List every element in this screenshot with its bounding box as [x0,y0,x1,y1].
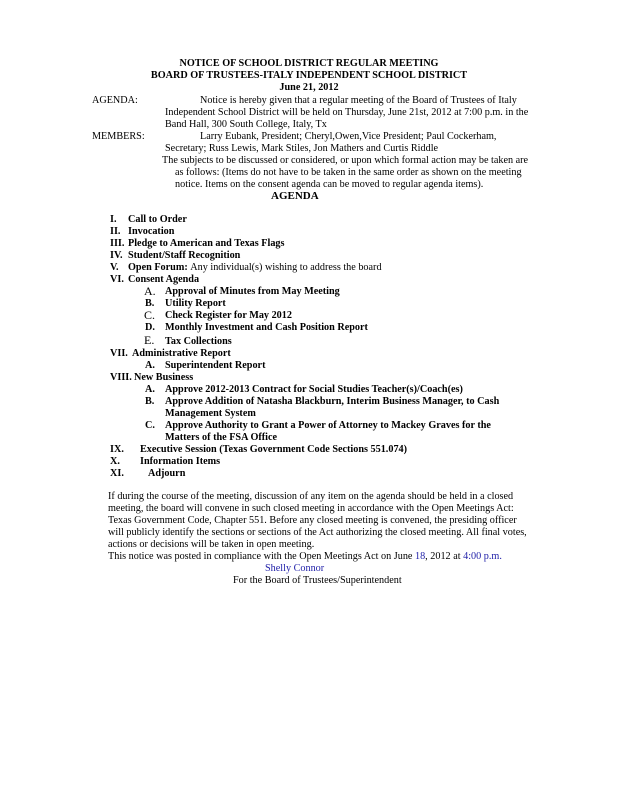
posted-time: 4:00 p.m. [463,551,502,562]
item-1-number: I. [110,214,117,225]
meeting-date: June 21, 2012 [279,82,339,93]
item-7-administrative-report: Administrative Report [132,348,231,359]
members-label: MEMBERS: [92,131,145,142]
item-3-number: III. [110,238,125,249]
item-8-number: VIII. [110,372,132,383]
agenda-text-line-1: Notice is hereby given that a regular meeting of the Board of Trustees of Italy [200,95,517,106]
open-forum-description: Any individual(s) wishing to address the board [190,262,382,273]
item-9-executive-session: Executive Session (Texas Government Code Sections 551.074) [140,444,408,455]
item-8c-text-line-2: Matters of the FSA Office [165,432,278,443]
agenda-heading: AGENDA [271,190,319,202]
posted-mid: , 2012 at [425,551,464,562]
item-6c-letter: C. [144,308,156,322]
members-text-line-1: Larry Eubank, President; Cheryl,Owen,Vice President; Paul Cockerham, [200,131,497,142]
item-8a-letter: A. [145,384,155,395]
item-9-number: IX. [110,444,124,455]
posted-day: 18 [414,551,426,562]
item-8b-text-line-2: Management System [165,408,256,419]
item-11-number: XI. [110,468,124,479]
agenda-label: AGENDA: [92,95,138,106]
item-6d-text: Monthly Investment and Cash Position Report [165,322,368,333]
signer-title: For the Board of Trustees/Superintendent [233,575,402,586]
item-6-number: VI. [110,274,124,285]
item-10-number: X. [110,456,120,467]
item-8b-letter: B. [145,396,155,407]
board-title: BOARD OF TRUSTEES-ITALY INDEPENDENT SCHOOL DISTRICT [150,70,468,81]
item-10-information-items: Information Items [140,456,221,467]
item-6a-letter: A. [144,284,156,298]
item-7-number: VII. [110,348,128,359]
item-11-adjourn: Adjourn [148,468,186,479]
item-7a-text: Superintendent Report [165,360,266,371]
item-6b-letter: B. [145,298,155,309]
item-6d-letter: D. [145,322,155,333]
item-8c-text-line-1: Approve Authority to Grant a Power of Attorney to Mackey Graves for the [165,420,491,431]
item-8a-text: Approve 2012-2013 Contract for Social Studies Teacher(s)/Coach(es) [165,384,463,395]
item-8c-letter: C. [145,420,155,431]
closing-line-3: Texas Government Code, Chapter 551. Before any closed meeting is convened, the presiding officer [108,515,517,526]
agenda-text-line-3: Band Hall, 300 South College, Italy, Tx [165,119,327,130]
posted-prefix: This notice was posted in compliance with the Open Meetings Act on June [108,551,415,562]
closing-line-2: meeting, the board will convene in such closed meeting in accordance with the Open Meetings Act: [108,503,514,514]
signer-name: Shelly Connor [265,563,325,574]
item-6b-text: Utility Report [165,298,226,309]
subjects-text-line-3: notice. Items on the consent agenda can be moved to regular agenda items). [175,179,484,190]
item-6-consent-agenda: Consent Agenda [128,274,200,285]
item-6e-text: Tax Collections [165,336,232,347]
item-6c-text: Check Register for May 2012 [165,310,292,321]
open-forum-label: Open Forum: [128,262,188,273]
posted-notice [108,551,502,563]
item-2-number: II. [110,226,121,237]
item-7a-letter: A. [145,360,155,371]
closing-line-1: If during the course of the meeting, discussion of any item on the agenda should be held in a closed [108,491,514,502]
members-text-line-2: Secretary; Russ Lewis, Mark Stiles, Jon Mathers and Curtis Riddle [165,143,439,154]
agenda-text-line-2: Independent School District will be held on Thursday, June 21st, 2012 at 7:00 p.m. in the [165,107,529,118]
item-6a-text: Approval of Minutes from May Meeting [165,286,340,297]
item-8b-text-line-1: Approve Addition of Natasha Blackburn, Interim Business Manager, to Cash [165,396,500,407]
item-2-invocation: Invocation [128,226,175,237]
item-3-pledge: Pledge to American and Texas Flags [128,238,285,249]
item-6e-letter: E. [144,333,155,347]
item-4-number: IV. [110,250,123,261]
item-8-new-business: New Business [134,372,194,383]
item-1-call-to-order: Call to Order [128,214,187,225]
item-5-number: V. [110,262,119,273]
closing-line-4: will publicly identify the sections or sections of the Act authorizing the closed meeting. All final votes, [108,527,527,538]
closing-line-5: actions or decisions will be taken in open meeting. [108,539,315,550]
item-4-recognition: Student/Staff Recognition [128,250,241,261]
item-5-open-forum [128,262,382,274]
subjects-text-line-2: as follows: (Items do not have to be taken in the same order as shown on the meeting [175,167,522,178]
notice-title: NOTICE OF SCHOOL DISTRICT REGULAR MEETING [179,58,439,69]
subjects-text-line-1: The subjects to be discussed or considered, or upon which formal action may be taken are [162,155,529,166]
